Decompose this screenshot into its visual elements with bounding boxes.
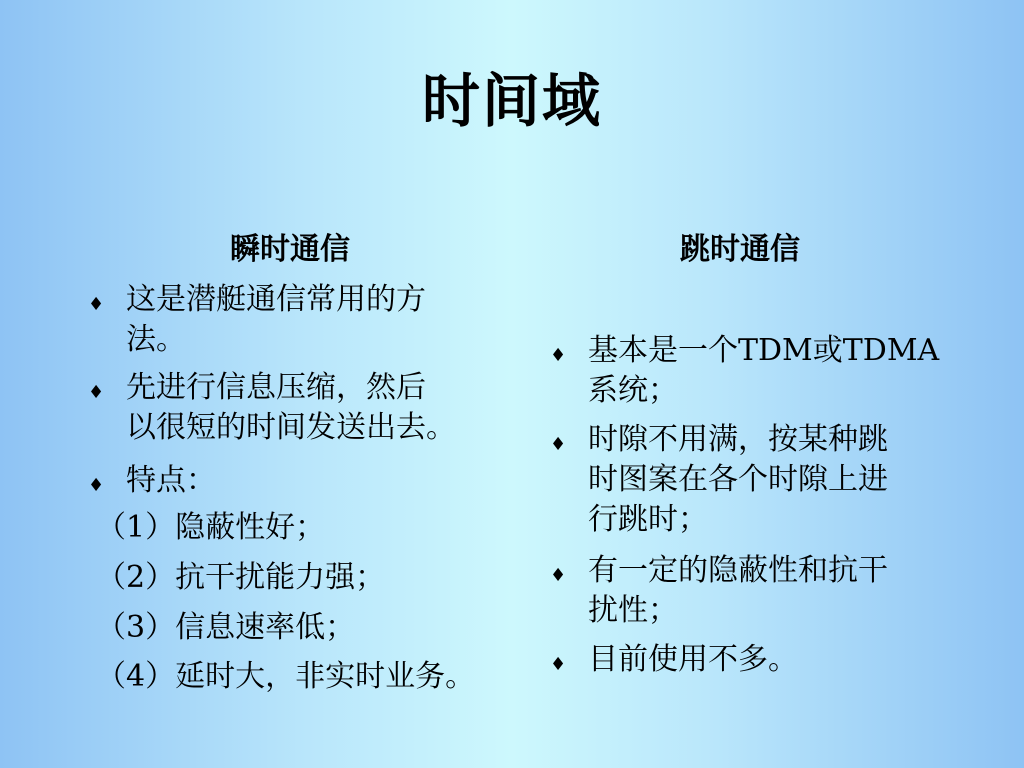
bullet-icon: ♦	[550, 565, 567, 586]
bullet-icon: ♦	[550, 345, 567, 366]
right-bullet-text: 目前使用不多。	[588, 642, 798, 677]
right-column-heading: 跳时通信	[680, 232, 800, 267]
bullet-icon: ♦	[550, 654, 567, 675]
feature-item: （4）延时大，非实时业务。	[96, 659, 476, 694]
right-bullet-item	[588, 640, 1008, 680]
right-bullet-text: 时隙不用满，按某种跳 时图案在各个时隙上进 行跳时；	[588, 422, 888, 537]
slide-title: 时间域	[421, 67, 602, 135]
right-bullet-item	[588, 551, 1008, 631]
bullet-icon: ♦	[88, 382, 105, 403]
right-bullet-item	[588, 420, 1008, 540]
left-column-heading: 瞬时通信	[230, 232, 350, 267]
feature-item: （3）信息速率低；	[96, 610, 356, 645]
left-bullet-item	[126, 461, 526, 501]
bullet-icon: ♦	[550, 434, 567, 455]
bullet-icon: ♦	[88, 294, 105, 315]
right-bullet-text: 基本是一个TDM或TDMA 系统；	[588, 333, 940, 408]
left-bullet-item	[126, 280, 526, 360]
feature-item: （1）隐蔽性好；	[96, 510, 326, 545]
bullet-icon: ♦	[88, 475, 105, 496]
left-bullet-item	[126, 368, 526, 448]
right-bullet-item	[588, 331, 1008, 411]
left-bullet-text: 先进行信息压缩，然后 以很短的时间发送出去。	[126, 370, 456, 445]
feature-item: （2）抗干扰能力强；	[96, 560, 386, 595]
left-bullet-text: 这是潜艇通信常用的方 法。	[126, 282, 426, 357]
left-bullet-text: 特点：	[126, 463, 216, 498]
right-bullet-text: 有一定的隐蔽性和抗干 扰性；	[588, 553, 888, 628]
